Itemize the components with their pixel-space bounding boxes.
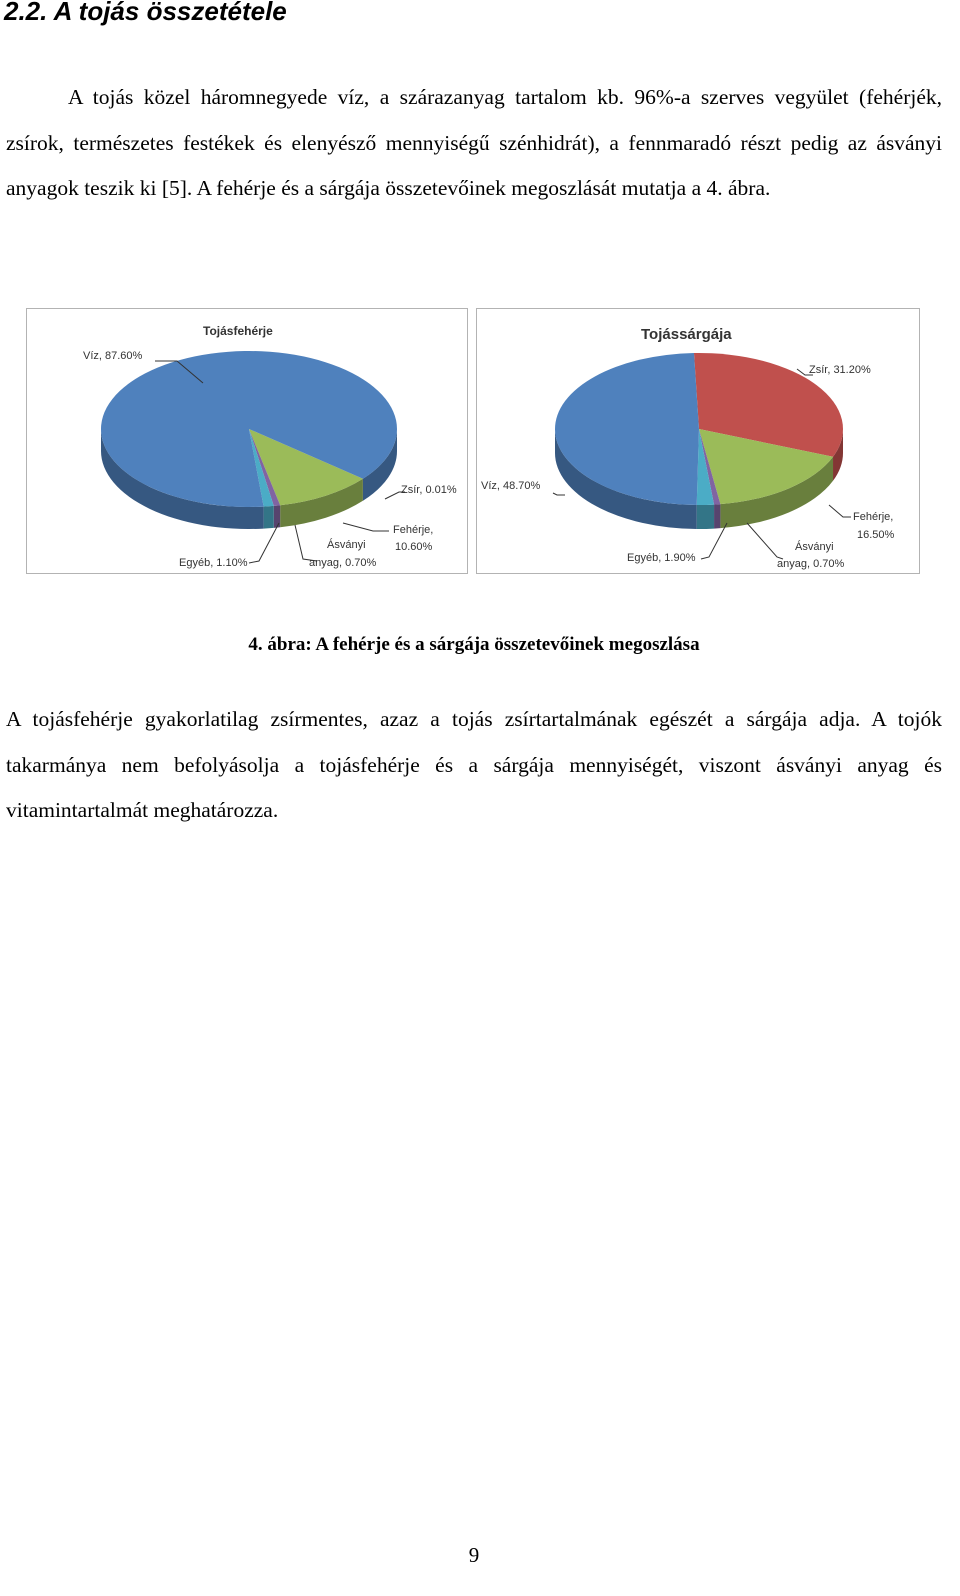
slice-label-other: Egyéb, 1.90%	[627, 552, 696, 564]
slice-label-protein: Fehérje, 10.60%	[393, 524, 434, 553]
pie-side-egyéb	[697, 505, 714, 529]
egg-yolk-pie-chart	[477, 309, 919, 573]
slice-label-water: Víz, 48.70%	[481, 480, 541, 492]
page-number: 9	[468, 1543, 480, 1567]
pie-slices	[555, 353, 843, 505]
chart-title: Tojássárgája	[641, 326, 732, 343]
slice-label-water: Víz, 87.60%	[83, 350, 143, 362]
egg-white-pie-chart	[27, 309, 467, 573]
intro-paragraph: A tojás közel háromnegyede víz, a szárazanyag tartalom kb. 96%-a szerves vegyület (fehérjék, zsírok, természetes festékek és elenyésző mennyiségű szénhidrát), a fennmaradó részt pedig az ásványi anyagok teszik ki [5]. A fehérje és a sárgája összetevőinek megoszlását mutatja a 4. ábra.	[6, 85, 942, 200]
pie-side-egyéb	[264, 506, 274, 529]
chart-egg-yolk	[476, 308, 920, 574]
slice-label-fat: Zsír, 31.20%	[809, 364, 871, 376]
pie-side-ásványi-anyag	[274, 505, 280, 528]
slice-label-mineral: Ásványi anyag, 0.70%	[777, 541, 845, 570]
chart-title: Tojásfehérje	[203, 324, 273, 338]
pie-slices	[101, 351, 397, 507]
figure-caption: 4. ábra: A fehérje és a sárgája összetevőinek megoszlása	[248, 634, 700, 655]
section-heading: 2.2. A tojás összetétele	[4, 0, 287, 26]
slice-label-protein: Fehérje, 16.50%	[853, 511, 895, 541]
chart-egg-white	[26, 308, 468, 574]
slice-label-other: Egyéb, 1.10%	[179, 557, 248, 569]
slice-label-mineral: Ásványi anyag, 0.70%	[309, 539, 377, 569]
body-paragraph: A tojásfehérje gyakorlatilag zsírmentes, azaz a tojás zsírtartalmának egészét a sárgája adja. A tojók takarmánya nem befolyásolja a tojásfehérje és a sárgája mennyiségét, viszont ásványi anyag és vitamintartalmát meghatározza.	[6, 707, 942, 822]
pie-side-ásványi-anyag	[714, 504, 720, 528]
slice-label-fat: Zsír, 0.01%	[401, 484, 457, 496]
